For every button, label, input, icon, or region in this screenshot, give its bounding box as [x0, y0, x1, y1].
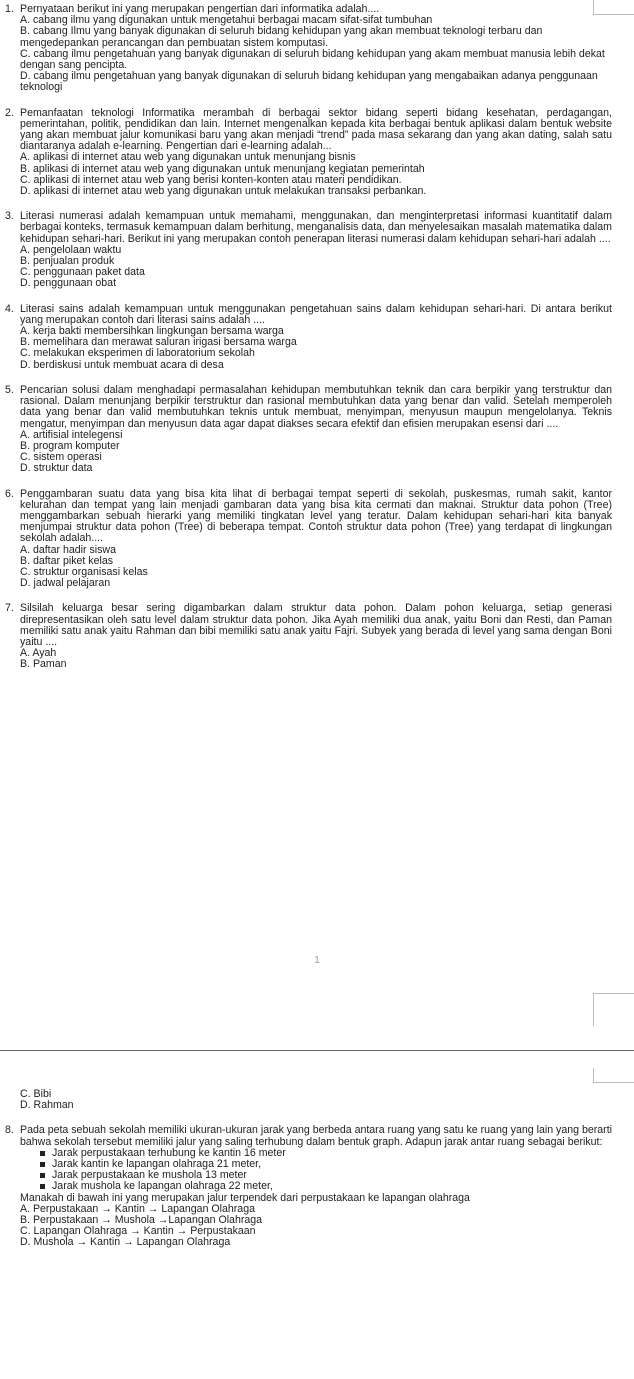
- question-number: 3.: [5, 210, 14, 223]
- question-stem: Pada peta sebuah sekolah memiliki ukuran-ukuran jarak yang berbeda antara ruang yang satu ke ruang yang lain yang berarti bahwa sekolah tersebut memiliki jalur yang saling terhubung dalam bentuk graph. Adapun jarak antar ruang sebagai berikut:: [20, 1124, 612, 1148]
- option-c: C. Lapangan Olahraga → Kantin → Perpustakaan: [20, 1225, 256, 1238]
- option-c: C. struktur organisasi kelas: [20, 565, 148, 578]
- list-item: Jarak mushola ke lapangan olahraga 22 meter,: [40, 1181, 612, 1192]
- question-stem: Pernyataan berikut ini yang merupakan pengertian dari informatika adalah....: [20, 3, 380, 15]
- option-d: D. berdiskusi untuk membuat acara di desa: [20, 358, 224, 371]
- option-d: D. Mushola → Kantin → Lapangan Olahraga: [20, 1236, 231, 1249]
- page-break-divider: [0, 1050, 634, 1051]
- page-corner-mark: [593, 1068, 634, 1083]
- option-a: A. artifisial intelegensi: [20, 428, 123, 441]
- question-stem: Literasi numerasi adalah kemampuan untuk memahami, menggunakan, dan menginterpretasi informasi kuantitatif dalam berbagai konteks, termasuk kemampuan dalam berhitung, menganalisis data, dan menyelesaikan masalah matematika dalam kehidupan sehari-hari. Berikut ini yang merupakan contoh penerapan literasi numerasi dalam kehidupan sehari-hari adalah ....: [20, 210, 612, 245]
- option-b: B. aplikasi di internet atau web yang digunakan untuk menunjang kegiatan pemerintah: [20, 162, 425, 175]
- option-c: C. melakukan eksperimen di laboratorium sekolah: [20, 347, 255, 360]
- question-2: [0, 108, 634, 198]
- question-8: [0, 1125, 634, 1248]
- option-d: D. aplikasi di internet atau web yang digunakan untuk melakukan transaksi perbankan.: [20, 185, 427, 198]
- question-number: 2.: [5, 106, 14, 119]
- option-a: A. cabang ilmu yang digunakan untuk mengetahui berbagai macam sifat-sifat tumbuhan: [20, 14, 433, 27]
- question-number: 4.: [5, 302, 14, 315]
- option-c: C. aplikasi di internet atau web yang berisi konten-konten atau materi pendidikan.: [20, 173, 402, 186]
- option-a: A. Ayah: [20, 647, 57, 660]
- option-d: D. penggunaan obat: [20, 277, 117, 290]
- option-a: A. pengelolaan waktu: [20, 243, 122, 256]
- page-corner-mark: [593, 993, 634, 1026]
- question-stem: Literasi sains adalah kemampuan untuk menggunakan pengetahuan sains dalam kehidupan sehari-hari. Di antara berikut yang merupakan contoh dari literasi sains adalah ....: [20, 302, 612, 326]
- option-b: B. daftar piket kelas: [20, 554, 114, 567]
- page-1: [0, 4, 634, 680]
- option-d: D. struktur data: [20, 462, 93, 475]
- distance-list: [20, 1148, 612, 1193]
- option-c: C. sistem operasi: [20, 451, 102, 464]
- question-number: 5.: [5, 383, 14, 396]
- page-number: 1: [314, 955, 320, 966]
- question-3: [0, 211, 634, 289]
- option-d: D. cabang ilmu pengetahuan yang banyak digunakan di seluruh bidang kehidupan yang mengabaikan adanya penggunaan teknologi: [20, 70, 598, 94]
- option-c: C. penggunaan paket data: [20, 266, 145, 279]
- question-prompt: Manakah di bawah ini yang merupakan jalur terpendek dari perpustakaan ke lapangan olahraga: [20, 1191, 470, 1204]
- question-stem: Silsilah keluarga besar sering digambarkan dalam struktur data pohon. Dalam pohon keluarga, setiap generasi direpresentasikan oleh satu level dalam struktur data pohon. Jika Ayah memiliki dua anak, yaitu Boni dan Resti, dan Paman memiliki satu anak yaitu Rahman dan bibi memiliki satu anak yaitu Fajri. Subyek yang berada di level yang sama dengan Boni yaitu ....: [20, 602, 612, 648]
- list-item: Jarak perpustakaan ke mushola 13 meter: [40, 1170, 612, 1181]
- list-item: Jarak perpustakaan terhubung ke kantin 16 meter: [40, 1148, 612, 1159]
- question-number: 8.: [5, 1124, 14, 1137]
- option-b: B. Perpustakaan → Mushola →Lapangan Olahraga: [20, 1214, 263, 1227]
- option-b: B. program komputer: [20, 439, 120, 452]
- question-stem: Pencarian solusi dalam menghadapi permasalahan kehidupan membutuhkan teknik dan cara berpikir yang terstruktur dan rasional. Dalam menunjang berpikir terstruktur dan rasional membutuhkan data yang benar dan valid. Setelah memperoleh data yang benar dan valid membutuhkan teknis untuk membuat, menyimpan, menyusun maupun mengelolanya. Teknis mengatur, menyimpan dan menyusun data agar dapat diakses secara efektif dan efisien merupakan esensi dari ....: [20, 383, 612, 430]
- option-b: B. cabang Ilmu yang banyak digunakan di seluruh bidang kehidupan yang akan membuat teknologi terbaru dan mengedepankan perancangan dan pembuatan sistem komputasi.: [20, 25, 543, 49]
- question-6: [0, 489, 634, 590]
- question-7: [0, 603, 634, 670]
- page-2: [0, 1089, 634, 1258]
- option-b: B. Paman: [20, 658, 67, 671]
- option-b: B. penjualan produk: [20, 255, 115, 268]
- list-item: Jarak kantin ke lapangan olahraga 21 meter,: [40, 1159, 612, 1170]
- option-a: A. kerja bakti membersihkan lingkungan bersama warga: [20, 325, 284, 338]
- option-a: A. Perpustakaan → Kantin → Lapangan Olahraga: [20, 1202, 255, 1215]
- option-d: D. Rahman: [20, 1099, 74, 1112]
- question-5: [0, 385, 634, 475]
- option-a: A. daftar hadir siswa: [20, 543, 116, 556]
- question-7-continued: [0, 1089, 634, 1111]
- option-c: C. cabang ilmu pengetahuan yang banyak digunakan di seluruh bidang kehidupan yang akam membuat manusia lebih dekat dengan sang pencipta.: [20, 47, 605, 72]
- question-number: 1.: [5, 3, 14, 15]
- question-stem: Pemanfaatan teknologi Informatika merambah di berbagai sektor bidang seperti bidang kesehatan, perdagangan, pemerintahan, politik, pendidikan dan lain. Internet mengenalkan kepada kita berbagai bentuk aplikasi dalam bentuk website yang akan membuat jalur komunikasi baru yang akan menjadi “trend” pada masa sekarang dan yang akan dating, salah satu diantaranya adalah e-learning. Pengertian dari e-learning adalah...: [20, 106, 612, 153]
- option-a: A. aplikasi di internet atau web yang digunakan untuk menunjang bisnis: [20, 151, 356, 164]
- question-1: [0, 4, 634, 94]
- option-d: D. jadwal pelajaran: [20, 577, 111, 590]
- question-stem: Penggambaran suatu data yang bisa kita lihat di berbagai tempat seperti di sekolah, puskesmas, rumah sakit, kantor kelurahan dan tempat yang lain menjadi gambaran data yang bisa kita cermati dan maknai. Struktur data pohon (Tree) menggambarkan sebuah hierarki yang memiliki tingkatan level yang teratur. Dalam kehidupan sehari-hari kita banyak menjumpai struktur data pohon (Tree) di beberapa tempat. Contoh struktur data pohon (Tree) yang terdapat di lingkungan sekolah adalah....: [20, 487, 612, 545]
- question-number: 6.: [5, 487, 14, 500]
- option-b: B. memelihara dan merawat saluran irigasi bersama warga: [20, 336, 297, 349]
- question-4: [0, 304, 634, 371]
- option-c: C. Bibi: [20, 1088, 52, 1100]
- question-number: 7.: [5, 602, 14, 615]
